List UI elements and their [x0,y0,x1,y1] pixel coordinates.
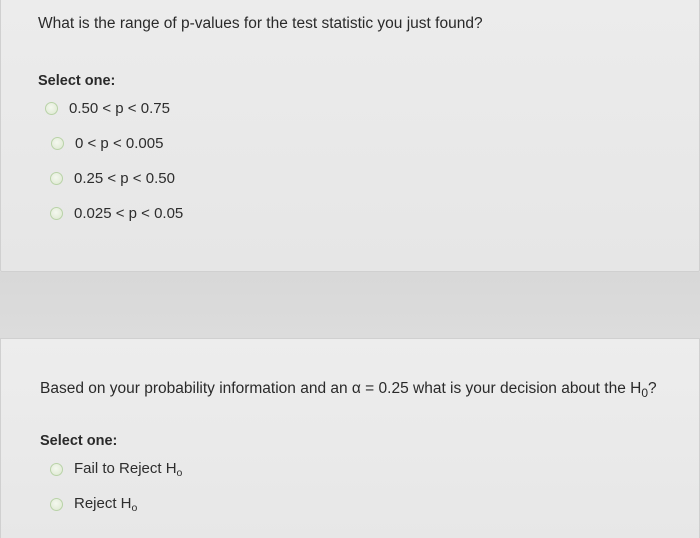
question-1-option-2[interactable] [51,135,163,152]
question-1-option-3[interactable] [50,170,175,187]
question-card-2 [0,338,700,538]
question-2-option-reject[interactable] [50,495,137,514]
option-label-text: Reject H [74,495,132,512]
question-2-text-end: ? [648,380,657,397]
question-2-select-label: Select one: [40,433,118,449]
radio-button[interactable] [50,207,63,220]
radio-button[interactable] [50,172,63,185]
question-1-select-label: Select one: [38,73,116,89]
option-label: 0.025 < p < 0.05 [74,205,184,222]
option-label: 0.50 < p < 0.75 [69,100,170,117]
option-label [74,495,137,514]
card-separator [0,272,700,338]
question-2-option-fail-to-reject[interactable] [50,460,182,479]
option-label-text: Fail to Reject H [74,460,177,477]
question-1-option-4[interactable] [50,205,183,222]
option-label-subscript: o [131,502,138,514]
option-label: 0 < p < 0.005 [75,135,164,152]
radio-button[interactable] [51,137,64,150]
question-2-text-main: Based on your probability information and an α = 0.25 what is your decision about the H [40,380,642,397]
radio-button[interactable] [45,102,58,115]
option-label: 0.25 < p < 0.50 [74,170,175,187]
question-1-text: What is the range of p-values for the test statistic you just found? [38,15,483,32]
radio-button[interactable] [50,463,63,476]
question-2-subscript: 0 [641,386,649,400]
question-2-text [40,380,657,400]
option-label-subscript: o [176,467,183,479]
question-1-option-1[interactable] [45,100,170,117]
option-label [74,460,182,479]
radio-button[interactable] [50,498,63,511]
